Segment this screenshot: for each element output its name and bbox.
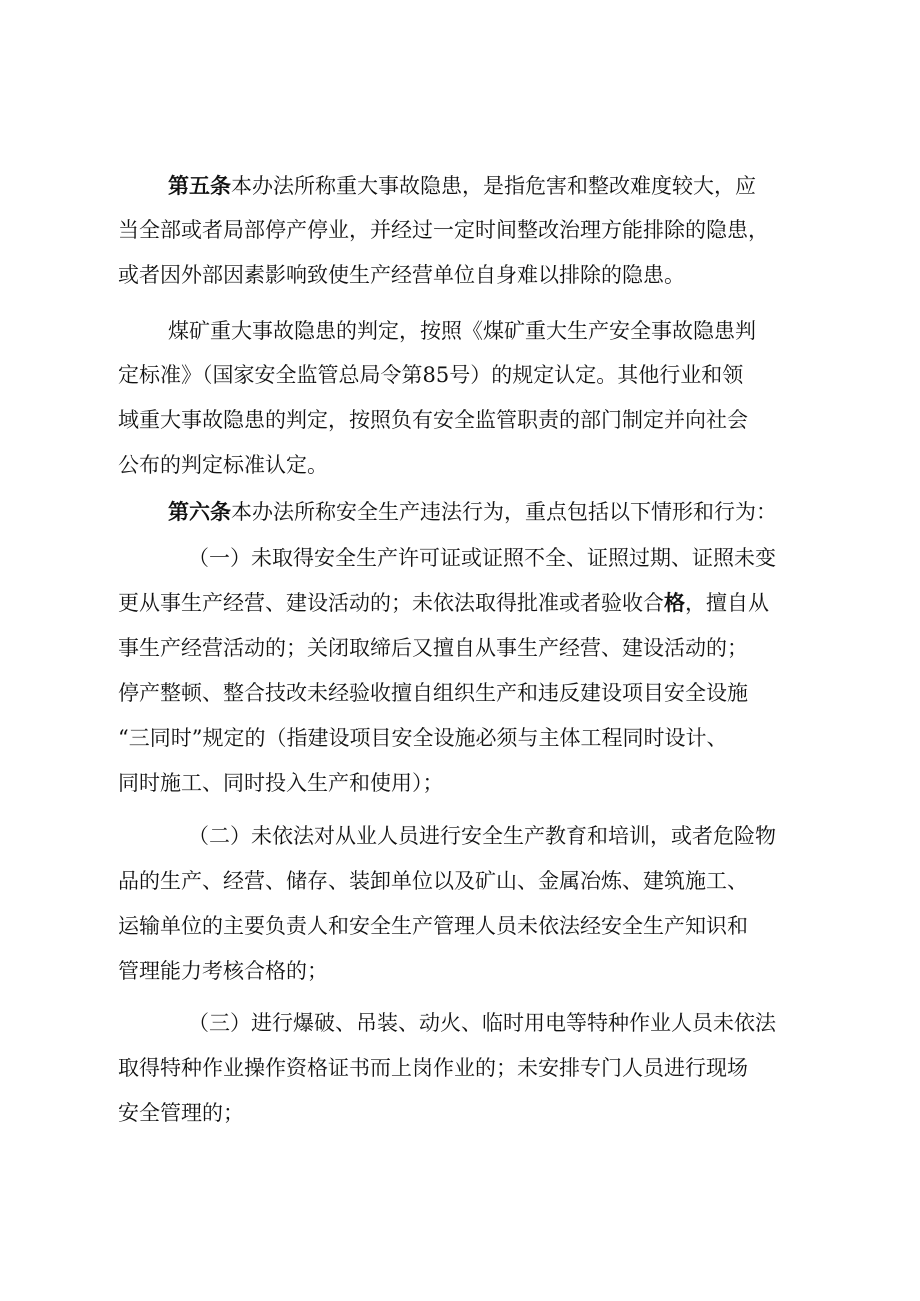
item-2-line-4 bbox=[0, 949, 920, 993]
item-2-line-2 bbox=[0, 859, 920, 903]
item-2-line-1 bbox=[0, 814, 920, 858]
item-2-line-3 bbox=[0, 904, 920, 948]
article-5-line-2 bbox=[0, 208, 920, 252]
item-1-line-3 bbox=[0, 626, 920, 670]
text-run-bold: 格 bbox=[664, 590, 685, 615]
article-5-heading: 第五条 bbox=[168, 173, 231, 198]
text-run: 事生产经营活动的；关闭取缔后又擅自从事生产经营、建设活动的； bbox=[118, 636, 748, 660]
article-6-line-1 bbox=[0, 490, 920, 534]
article-5-line-3 bbox=[0, 253, 920, 297]
text-run: “三同时”规定的（指建设项目安全设施必须与主体工程同时设计、 bbox=[118, 726, 728, 750]
coal-paragraph-line-4 bbox=[0, 443, 920, 487]
item-1-line-2 bbox=[0, 581, 920, 625]
text-run: 煤矿重大事故隐患的判定，按照《煤矿重大生产安全事故隐患判 bbox=[168, 319, 756, 343]
item-3-line-2 bbox=[0, 1046, 920, 1090]
item-1-line-1 bbox=[0, 536, 920, 580]
text-run: 定标准》（国家安全监管总局令第85号）的规定认定。其他行业和领 bbox=[118, 363, 744, 387]
text-run: （三）进行爆破、吊装、动火、临时用电等特种作业人员未依法 bbox=[188, 1011, 776, 1035]
item-1-line-5 bbox=[0, 716, 920, 760]
coal-paragraph-line-2 bbox=[0, 353, 920, 397]
item-1-line-4 bbox=[0, 671, 920, 715]
text-run: 品的生产、经营、储存、装卸单位以及矿山、金属冶炼、建筑施工、 bbox=[118, 869, 748, 893]
text-run: 取得特种作业操作资格证书而上岗作业的；未安排专门人员进行现场 bbox=[118, 1056, 748, 1080]
text-run: 运输单位的主要负责人和安全生产管理人员未依法经安全生产知识和 bbox=[118, 914, 748, 938]
text-run: 本办法所称安全生产违法行为，重点包括以下情形和行为： bbox=[231, 500, 777, 524]
text-run: ，擅自从 bbox=[685, 591, 769, 615]
text-run: 更从事生产经营、建设活动的；未依法取得批准或者验收合 bbox=[118, 591, 664, 615]
text-run: 或者因外部因素影响致使生产经营单位自身难以排除的隐患。 bbox=[118, 263, 685, 287]
text-run: 安全管理的； bbox=[118, 1101, 244, 1125]
text-run: （一）未取得安全生产许可证或证照不全、证照过期、证照未变 bbox=[188, 546, 776, 570]
item-3-line-1 bbox=[0, 1001, 920, 1045]
article-6-heading: 第六条 bbox=[168, 499, 231, 524]
text-run: 停产整顿、整合技改未经验收擅自组织生产和违反建设项目安全设施 bbox=[118, 681, 748, 705]
text-run: 同时施工、同时投入生产和使用）； bbox=[118, 771, 444, 795]
text-run: 公布的判定标准认定。 bbox=[118, 453, 328, 477]
article-5-line-1 bbox=[0, 164, 920, 208]
item-3-line-3 bbox=[0, 1091, 920, 1135]
coal-paragraph-line-3 bbox=[0, 398, 920, 442]
coal-paragraph-line-1 bbox=[0, 309, 920, 353]
item-1-line-6 bbox=[0, 761, 920, 805]
text-run: 本办法所称重大事故隐患，是指危害和整改难度较大，应 bbox=[231, 174, 756, 198]
text-run: （二）未依法对从业人员进行安全生产教育和培训，或者危险物 bbox=[188, 824, 776, 848]
text-run: 管理能力考核合格的； bbox=[118, 959, 328, 983]
text-run: 域重大事故隐患的判定，按照负有安全监管职责的部门制定并向社会 bbox=[118, 408, 748, 432]
text-run: 当全部或者局部停产停业，并经过一定时间整改治理方能排除的隐患， bbox=[118, 218, 769, 242]
